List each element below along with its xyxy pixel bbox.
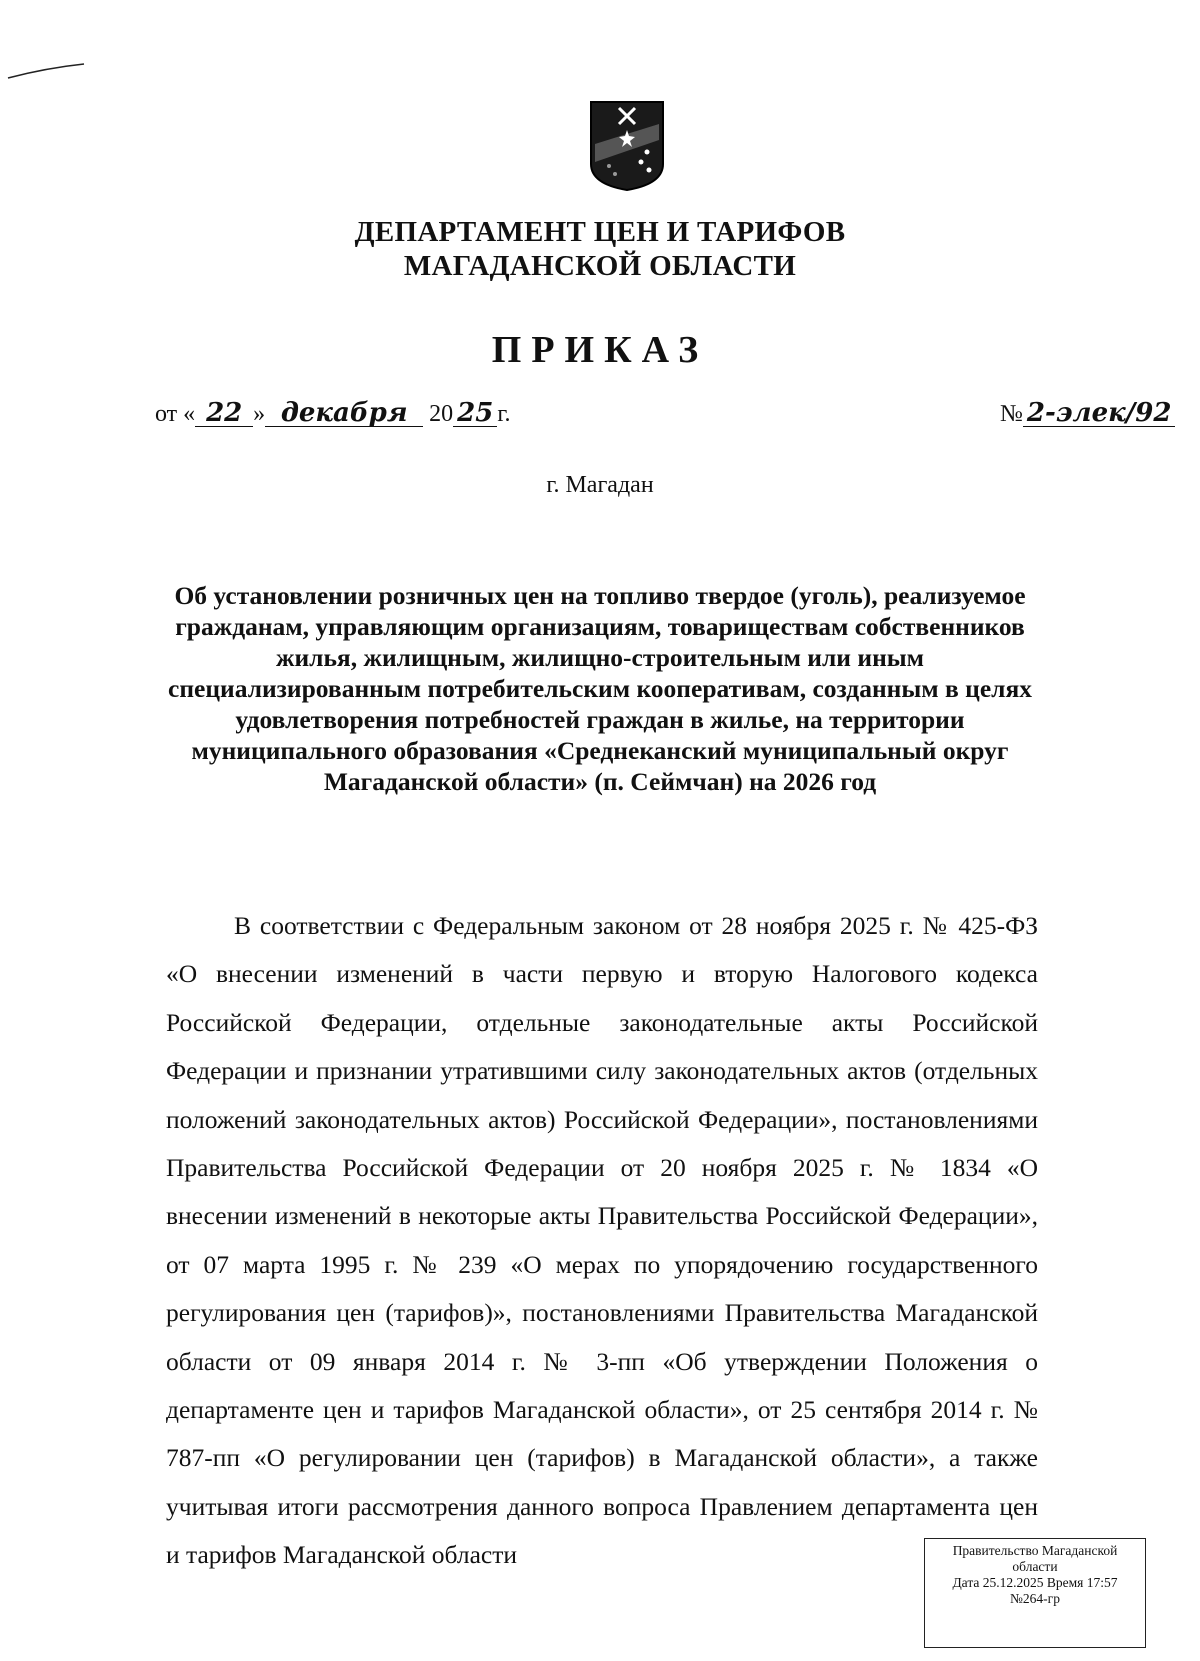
order-number-value: 2-элек/92 xyxy=(1023,400,1176,427)
city-name: г. Магадан xyxy=(546,472,654,498)
date-day: 22 xyxy=(195,400,253,427)
date-month: декабря xyxy=(265,400,423,427)
stamp-line-3: Дата 25.12.2025 Время 17:57 xyxy=(952,1575,1118,1590)
stamp-line-4: №264-гр xyxy=(1010,1591,1060,1606)
order-subject: Об установлении розничных цен на топливо твердое (уголь), реализуемое гражданам, управляющим организациям, товариществам собственников жилья, жилищным, жилищно-строительным или иным специализированным потребительским кооперативам, созданным в целях удовлетворения потребностей граждан в жилье, на территории муниципального образования «Среднеканский муниципальный округ Магаданской области» (п. Сеймчан) на 2026 год xyxy=(168,581,1032,796)
date-year-prefix: 20 xyxy=(429,401,454,427)
document-type-title: ПРИКАЗ xyxy=(491,329,709,371)
order-body-paragraph: В соответствии с Федеральным законом от 28 ноября 2025 г. № 425-ФЗ «О внесении изменений в части первую и вторую Налогового кодекса Российской Федерации, отдельные законодательные акты Российской Федерации и признании утратившими силу законодательных актов (отдельных положений законодательных актов) Российской Федерации», постановлениями Правительства Российской Федерации от 20 ноября 2025 г. № 1834 «О внесении изменений в некоторые акты Правительства Российской Федерации», от 07 марта 1995 г. № 239 «О мерах по упорядочению государственного регулирования цен (тарифов)», постановлениями Правительства Магаданской области от 09 января 2014 г. № 3-пп «Об утверждении Положения о департаменте цен и тарифов Магаданской области», от 25 сентября 2014 г. № 787-пп «О регулировании цен (тарифов) в Магаданской области», а также учитывая итоги рассмотрения данного вопроса Правлением департамента цен и тарифов Магаданской области xyxy=(166,911,1038,1570)
number-prefix: № xyxy=(1000,401,1023,427)
stamp-line-1: Правительство Магаданской xyxy=(952,1543,1118,1558)
coat-of-arms-icon xyxy=(589,100,665,192)
date-prefix: от « xyxy=(155,401,196,427)
order-date xyxy=(155,400,511,428)
order-number xyxy=(1000,400,1175,428)
date-mid: » xyxy=(253,401,266,427)
stamp-line-2: области xyxy=(1012,1559,1058,1574)
department-name-line-1: ДЕПАРТАМЕНТ ЦЕН И ТАРИФОВ xyxy=(354,216,846,248)
date-suffix: г. xyxy=(497,401,511,427)
registration-stamp xyxy=(924,1538,1146,1648)
department-name-line-2: МАГАДАНСКОЙ ОБЛАСТИ xyxy=(403,250,797,282)
scan-mark xyxy=(6,60,86,82)
date-year-suffix: 25 xyxy=(453,400,497,427)
